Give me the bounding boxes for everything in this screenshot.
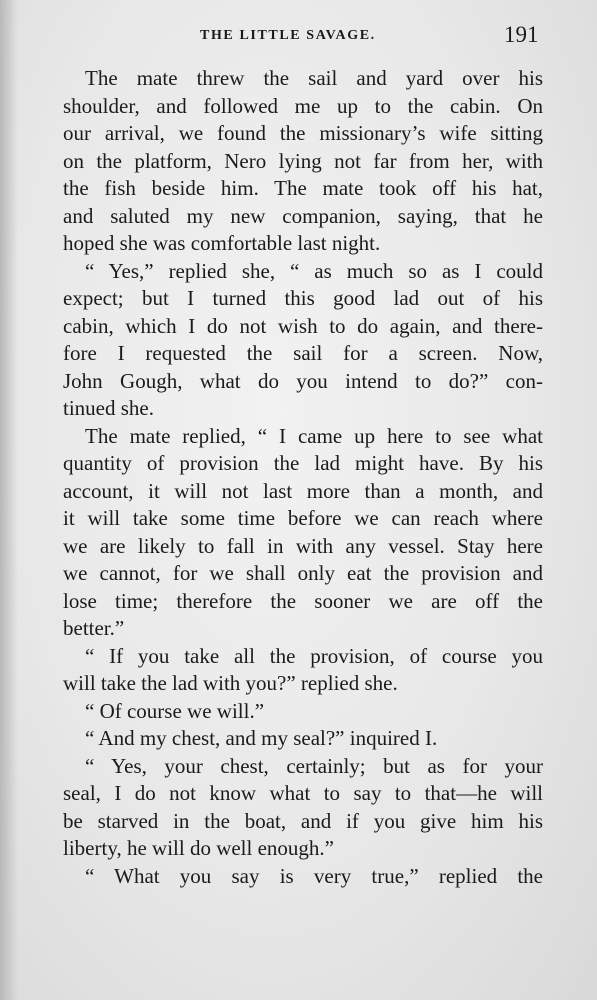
- text-line: The mate replied, “ I came up here to see what: [85, 423, 543, 448]
- body-text: [63, 65, 543, 890]
- text-line: and saluted my new companion, saying, that he: [63, 203, 543, 228]
- gutter-shadow: [0, 0, 18, 1000]
- text-line: “ Of course we will.”: [85, 698, 265, 723]
- text-line: John Gough, what do you intend to do?” con-: [63, 368, 543, 393]
- text-line: expect; but I turned this good lad out of his: [63, 286, 543, 310]
- text-line: we are likely to fall in with any vessel. Stay here: [63, 533, 543, 558]
- text-line: quantity of provision the lad might have. By his: [63, 451, 543, 475]
- text-line: we cannot, for we shall only eat the provision and: [63, 561, 543, 585]
- text-line: “ And my chest, and my seal?” inquired I.: [85, 726, 438, 750]
- text-line: lose time; therefore the sooner we are off the: [63, 588, 543, 613]
- text-line: hoped she was comfortable last night.: [63, 231, 381, 255]
- text-line: better.”: [63, 616, 125, 640]
- text-line: will take the lad with you?” replied she.: [63, 671, 398, 695]
- text-line: liberty, he will do well enough.”: [63, 836, 334, 860]
- text-line: “ If you take all the provision, of course you: [85, 643, 543, 668]
- running-head: [0, 22, 597, 52]
- text-line: seal, I do not know what to say to that—he will: [63, 781, 543, 805]
- text-line: be starved in the boat, and if you give him his: [63, 808, 543, 833]
- text-line: “ What you say is very true,” replied the: [85, 863, 543, 888]
- text-line: tinued she.: [63, 396, 154, 420]
- text-line: “ Yes, your chest, certainly; but as for your: [85, 753, 543, 778]
- text-line: fore I requested the sail for a screen. Now,: [63, 341, 543, 365]
- text-line: the fish beside him. The mate took off his hat,: [63, 176, 543, 200]
- text-line: on the platform, Nero lying not far from her, with: [63, 148, 543, 173]
- text-line: cabin, which I do not wish to do again, and there-: [63, 313, 543, 338]
- text-line: The mate threw the sail and yard over his: [85, 66, 543, 90]
- page-number: 191: [504, 22, 539, 47]
- text-line: our arrival, we found the missionary’s wife sitting: [63, 121, 543, 145]
- text-line: “ Yes,” replied she, “ as much so as I could: [85, 258, 543, 283]
- running-title: THE LITTLE SAVAGE.: [200, 28, 376, 43]
- text-line: it will take some time before we can reach where: [63, 506, 543, 530]
- text-line: account, it will not last more than a month, and: [63, 478, 543, 503]
- text-line: shoulder, and followed me up to the cabin. On: [63, 93, 543, 118]
